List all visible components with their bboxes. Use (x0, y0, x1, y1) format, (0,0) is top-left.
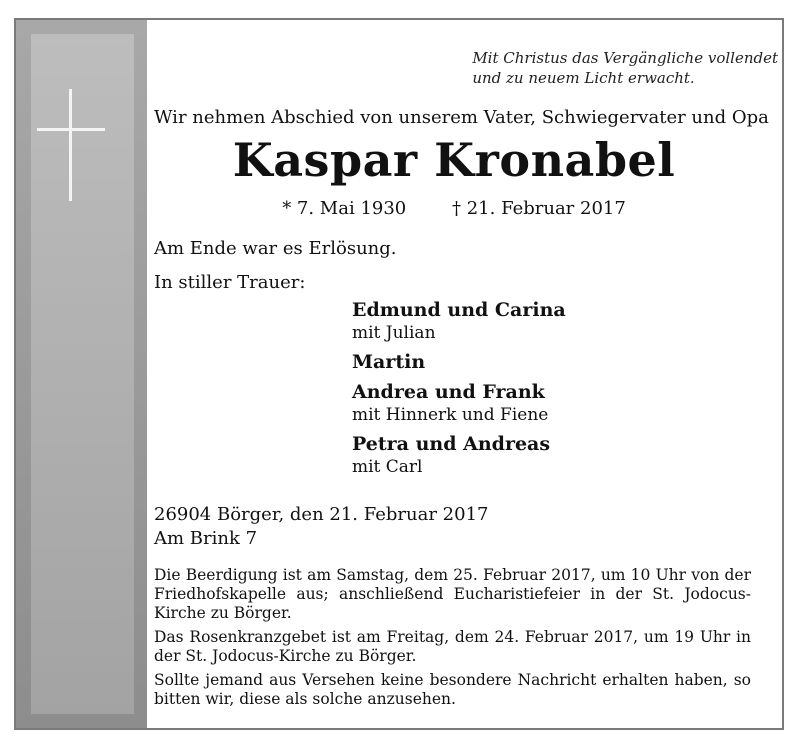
mourning-line: In stiller Trauer: (154, 272, 306, 293)
funeral-note: Die Beerdigung ist am Samstag, dem 25. Februar 2017, um 10 Uhr von der Friedhofskapelle aus; anschließend Eucharistiefeier in der St. Jodocus-Kirche zu Börger. (154, 566, 751, 622)
family-member-sub: mit Carl (352, 457, 423, 477)
family-member-name: Andrea und Frank (352, 381, 545, 403)
family-member-sub: mit Julian (352, 323, 436, 343)
cross-vertical-bar (69, 89, 72, 201)
bible-quote (472, 48, 778, 88)
rosary-note: Das Rosenkranzgebet ist am Freitag, dem 24. Februar 2017, um 19 Uhr in der St. Jodocus-Kirche zu Börger. (154, 628, 751, 665)
family-member-sub: mit Hinnerk und Fiene (352, 405, 549, 425)
address-block (154, 503, 488, 551)
family-member-name: Edmund und Carina (352, 299, 566, 321)
family-member-name: Martin (352, 351, 426, 373)
family-list (352, 298, 566, 484)
death-date: † 21. Februar 2017 (452, 198, 626, 219)
quote-line: und zu neuem Licht erwacht. (472, 69, 695, 87)
funeral-notes (154, 566, 751, 714)
deceased-name: Kaspar Kronabel (232, 133, 676, 187)
closing-line: Am Ende war es Erlösung. (154, 238, 397, 259)
notice-note: Sollte jemand aus Versehen keine besondere Nachricht erhalten haben, so bitten wir, diese als solche anzusehen. (154, 671, 751, 708)
intro-text: Wir nehmen Abschied von unserem Vater, Schwiegervater und Opa (154, 107, 769, 128)
life-dates (154, 198, 754, 219)
street: Am Brink 7 (154, 528, 258, 549)
decorative-inner-stripe (31, 34, 134, 714)
quote-line: Mit Christus das Vergängliche vollendet (472, 49, 778, 67)
cross-horizontal-bar (37, 128, 105, 131)
birth-date: * 7. Mai 1930 (282, 198, 407, 219)
family-member-name: Petra und Andreas (352, 433, 551, 455)
place-date: 26904 Börger, den 21. Februar 2017 (154, 504, 489, 525)
